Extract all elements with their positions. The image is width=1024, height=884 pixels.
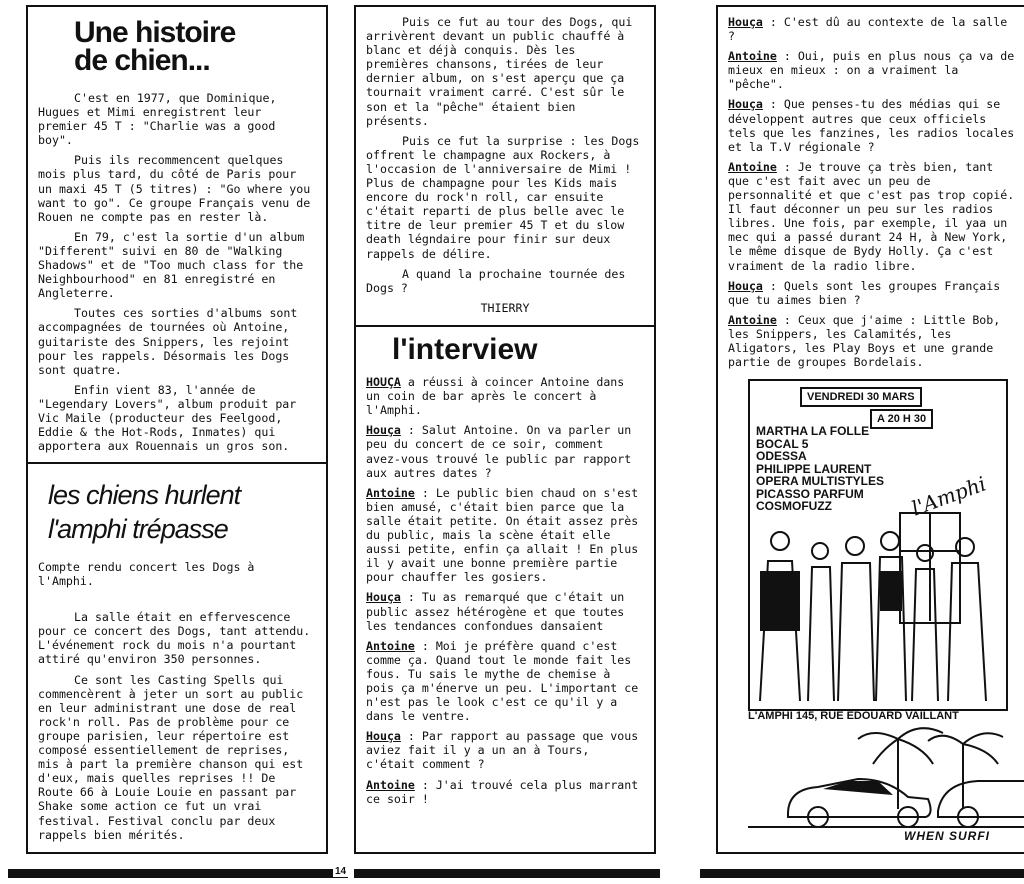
car-palm-illustration: [748, 719, 1024, 839]
dialogue-text: : Par rapport au passage que vous aviez fait il y a un an à Tours, c'était comment ?: [366, 729, 639, 772]
poster-venue: L'AMPHI 145, RUE EDOUARD VAILLANT: [748, 710, 959, 722]
speaker: Houça: [366, 590, 401, 605]
dialogue-text: : Tu as remarqué que c'était un public assez hétérogène et que toutes les tendances confondues dansaient: [366, 590, 625, 633]
title-line-2: de chien...: [74, 44, 210, 77]
band-name: COSMOFUZZ: [756, 499, 832, 513]
speaker: Houça: [366, 423, 401, 438]
paragraph: Toutes ces sorties d'albums sont accompagnées de tournées où Antoine, guitariste des Snippers, les rejoint pour les rappels. Désormais les Dogs sont quatre.: [38, 306, 298, 377]
speaker: Houça: [366, 729, 401, 744]
poster-date: VENDREDI 30 MARS: [800, 387, 922, 407]
interview-title: l'interview: [392, 333, 538, 366]
dialogue-line: [728, 160, 1020, 273]
dialogue-text: : Je trouve ça très bien, tant que c'est fait avec un peu de personnalité et que c'est pas trop copié. Il faut déconner un peu sur les radios libres. Une fois, par exemple, il yaa un mec qui a passé durant 24 H, à New York, le même disque de Bydy Holly. Ça c'est vraiment de la radio libre.: [728, 159, 1015, 273]
paragraph: Puis ce fut au tour des Dogs, qui arrivèrent devant un public chauffé à blanc et déjà conquis. Dès les premières chansons, tirées de leur dernier album, on s'est aperçu que ça tournait vraiment carré. C'est sûr le son et la "pêche" étaient bien présents.: [366, 15, 633, 128]
dialogue-text: : Moi je préfère quand c'est comme ça. Quand tout le monde fait les fous. Tu sais le mythe de chemise à pois ça m'énerve un peu. L'important ce n'est pas le look c'est ce qu'il y a dans le ventre.: [366, 638, 639, 724]
band-name: ODESSA: [756, 449, 807, 463]
interview-section: [356, 325, 654, 806]
speaker: Houça: [728, 97, 763, 112]
signature: THIERRY: [480, 300, 530, 315]
poster-time: A 20 H 30: [870, 409, 933, 429]
speaker: Antoine: [366, 638, 415, 653]
speaker: Antoine: [366, 777, 415, 792]
speaker: Antoine: [366, 485, 415, 500]
dialogue-text: : J'ai trouvé cela plus marrant ce soir !: [366, 777, 639, 806]
speaker: Houça: [728, 278, 763, 293]
ad-caption: WHEN SURFI: [904, 829, 990, 843]
interview-intro: [366, 375, 644, 417]
dialogue-text: : C'est dû au contexte de la salle ?: [728, 15, 1008, 44]
article-concert-continued: [356, 7, 654, 325]
article-histoire: [28, 7, 326, 462]
concert-title: [48, 478, 316, 546]
dialogue-line: [728, 49, 1020, 91]
dialogue-line: [366, 486, 644, 585]
speaker: Antoine: [728, 159, 777, 174]
band-name: MARTHA LA FOLLE: [756, 424, 870, 438]
dialogue-line: [366, 778, 644, 806]
paragraph: Puis ce fut la surprise : les Dogs offrent le champagne aux Rockers, à l'occasion de l'anniversaire de Mimi ! Plus de champagne pour les Kids mais encore du rock'n roll, car ensuite c'était reparti de plus belle avec le titre de leur premier 45 T et du slow death légndaire pour finir sur deux rappels de délire.: [366, 133, 640, 261]
column-2: [354, 5, 656, 854]
intro-text: a réussi à coincer Antoine dans un coin de bar après le concert à l'Amphi.: [366, 375, 625, 418]
paragraph: C'est en 1977, que Dominique, Hugues et Mimi enregistrent leur premier 45 T : "Charlie was a good boy".: [38, 91, 277, 148]
dialogue-line: [728, 15, 1020, 43]
dialogue-line: [728, 313, 1020, 369]
title2-line-2: l'amphi trépasse: [48, 514, 228, 544]
dialogue-text: : Le public bien chaud on s'est bien amusé, c'était bien parce que la salle était petite. On était assez près du public, mais la scène était elle aussi petite, enfin ça allait ! En plus il y avait une bonne première partie pour chauffer les gosiers.: [366, 485, 639, 585]
intro-speaker: HOUÇA: [366, 375, 401, 390]
column-1: [26, 5, 328, 854]
poster-lineup: [756, 425, 884, 513]
speaker: Antoine: [728, 49, 777, 64]
concert-poster: [748, 379, 1008, 711]
footer-bar-middle: [354, 869, 660, 878]
dialogue-text: : Ceux que j'aime : Little Bob, les Snippers, les Calamités, les Aligators, les Play Boys et une grande partie de groupes Bordelais.: [728, 312, 1001, 370]
title2-line-1: les chiens hurlent: [48, 480, 241, 510]
dialogue-line: [366, 639, 644, 724]
dialogue-text: : Salut Antoine. On va parler un peu du concert de ce soir, comment avez-vous trouvé le public par rapport aux autres dates ?: [366, 423, 632, 480]
article-title: [74, 16, 316, 77]
speaker: Antoine: [728, 312, 777, 327]
dialogue-line: [366, 423, 644, 479]
paragraph: Enfin vient 83, l'année de "Legendary Lovers", album produit par Vic Maile (producteur des Feelgood, Eddie & the Hot-Rods, Inmates) qui apportera aux Rouennais un gros son.: [38, 382, 297, 454]
column-3: [716, 5, 1024, 854]
dialogue-text: : Que penses-tu des médias qui se développent autres que ceux officiels tels que les fanzines, les radios locales et la T.V régionale ?: [728, 97, 1015, 154]
title-line-1: Une histoire: [74, 16, 236, 49]
dialogue-line: [728, 97, 1020, 153]
dialogue-text: : Quels sont les groupes Français que tu aimes bien ?: [728, 278, 1001, 307]
dialogue-line: [728, 279, 1020, 307]
band-name: PICASSO PARFUM: [756, 486, 864, 501]
paragraph: Puis ils recommencent quelques mois plus tard, du côté de Paris pour un maxi 45 T (5 titres) : "Go where you want to go". Ce groupe Français venu de Rouen ne compte pas en rester là.: [38, 153, 311, 224]
page-number: 14: [335, 866, 347, 877]
article-concert: [28, 462, 326, 842]
footer-bar-right: [700, 869, 1024, 878]
crowd-illustration: [750, 511, 1006, 711]
dialogue-text: : Oui, puis en plus nous ça va de mieux en mieux : on a vraiment la "pêche".: [728, 49, 1015, 92]
band-name: PHILIPPE LAURENT: [756, 461, 872, 476]
footer-bar-left: [8, 869, 348, 878]
paragraph: La salle était en effervescence pour ce concert des Dogs, tant attendu. L'événement rock du mois n'a pourtant attiré qu'environ 350 personnes.: [38, 610, 311, 667]
dialogue-line: [366, 729, 644, 771]
paragraph: A quand la prochaine tournée des Dogs ?: [366, 266, 626, 295]
amphi-logo: l'Amphi: [908, 471, 990, 521]
paragraph: En 79, c'est la sortie d'un album "Different" suivi en 80 de "Walking Shadows" et de "Too much class for the Neighbourhood" en 81 enregistré en Angleterre.: [38, 229, 305, 301]
interview-continued: [718, 7, 1024, 369]
subtitle: Compte rendu concert les Dogs à l'Amphi.: [38, 560, 255, 589]
paragraph: Ce sont les Casting Spells qui commencèrent à jeter un sort au public en leur administrant une dose de real rock'n roll. Pas de problème pour ce groupe parisien, leur répertoire est composé essentiellement de reprises, mis à part la première chanson qui est d'eux, mais quelles reprises !! De Route 66 à Louie Louie en passant par Shake some action ce fut un vrai festival. Festival conclu par deux rappels bien mérités.: [38, 672, 304, 842]
band-name: OPERA MULTISTYLES: [756, 474, 885, 488]
speaker: Houça: [728, 15, 763, 29]
band-name: BOCAL 5: [756, 436, 809, 451]
dialogue-line: [366, 590, 644, 632]
